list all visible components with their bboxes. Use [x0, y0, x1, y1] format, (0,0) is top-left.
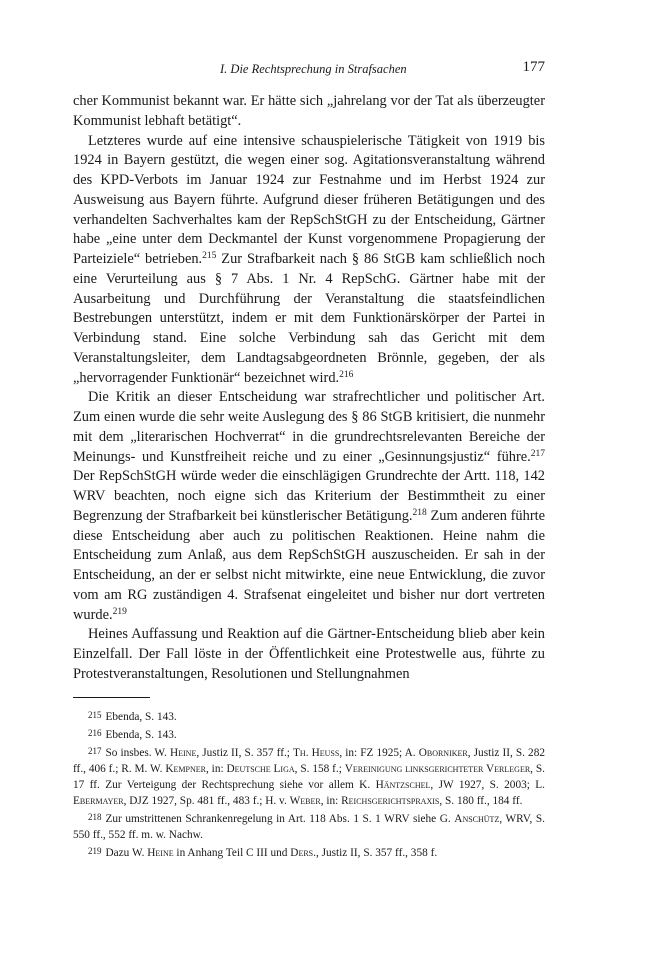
- footnote-text: , WRV, S. 550 ff., 552 ff. m. w. Nachw.: [73, 813, 545, 841]
- source-name: Vereinigung linksgerichteter Verleger: [344, 763, 531, 775]
- paragraph-3: [73, 388, 545, 625]
- footnote-ref-216[interactable]: 216: [339, 369, 354, 380]
- paragraph-3-text-c: Zum anderen führte diese Entscheidung aber auch zu politischen Reaktionen. Heine nahm die Entscheidung zum Anlaß, aus dem RepSchStGH auszuscheiden. Er sah in der Entscheidung, an der er selbst nicht mitwirkte, eine neue Entwicklung, die zuvor vom am RG zuständigen 4. Strafsenat eingeleitet und bisher nur dort vertreten wurde.: [73, 507, 545, 623]
- footnotes: [73, 707, 545, 861]
- footnote-separator: [73, 697, 150, 698]
- footnote-text: , S. 180 ff., 184 ff.: [439, 795, 523, 807]
- author-name: Weber: [289, 795, 321, 807]
- author-name: Heine: [147, 847, 174, 859]
- footnote-number: 216: [88, 728, 102, 738]
- author-name: Th. Heuss: [293, 747, 340, 759]
- footnote-text: So insbes. W.: [105, 747, 170, 759]
- footnote-text: Dazu W.: [105, 847, 148, 859]
- page-number: 177: [522, 59, 545, 75]
- author-name: Oborniker: [418, 747, 468, 759]
- footnote-text: , S. 17 ff. Zur Verteigung der Rechtsprechung siehe vor allem K.: [73, 763, 545, 791]
- paragraph-2-text-a: Letzteres wurde auf eine intensive schauspielerische Tätigkeit von 1919 bis 1924 in Bayern gestützt, die wegen einer sog. Agitationsveranstaltung während des KPD-Verbots im Januar 1924 zur Festnahme und im Herbst 1924 zur Ausweisung aus Bayern führte. Aufgrund dieser früheren Betätigungen und des verhandelten Sachverhaltes kam der RepSchStGH zu der Entscheidung, Gärtner habe „eine unter dem Deckmantel der Kunst vorgenommene Propagierung der Parteiziele“ betrieben.: [73, 132, 545, 267]
- footnote-text: , S. 158 f.;: [294, 763, 345, 775]
- running-title: I. Die Rechtsprechung in Strafsachen: [220, 62, 407, 76]
- footnote-text: , in:: [320, 795, 342, 807]
- paragraph-3-text-b: Der RepSchStGH würde weder die einschlägigen Grundrechte der Artt. 118, 142 WRV beachten, noch eigne sich das Kriterium der Bestimmtheit zu einer Begrenzung der Strafbarkeit bei künstlerischer Betätigung.: [73, 468, 545, 524]
- paragraph-1: [73, 92, 545, 132]
- footnote-number: 219: [88, 846, 102, 856]
- footnote-number: 215: [88, 710, 102, 720]
- footnote-text: , in:: [205, 763, 227, 775]
- main-text: [73, 92, 545, 685]
- author-name: Heine: [169, 747, 197, 759]
- footnote-text: in Anhang Teil C III und: [173, 847, 291, 859]
- footnote-219: [73, 843, 545, 861]
- footnote-text: , DJZ 1927, Sp. 481 ff., 483 f.; H. v.: [123, 795, 290, 807]
- footnote-text: Ebenda, S. 143.: [105, 711, 177, 723]
- footnote-text: , JW 1927, S. 2003; L.: [430, 779, 545, 791]
- paragraph-2: [73, 132, 545, 389]
- paragraph-1-text: cher Kommunist bekannt war. Er hätte sich „jahrelang vor der Tat als überzeugter Kommunist lebhaft betätigt“.: [73, 93, 545, 129]
- paragraph-3-text-a: Die Kritik an dieser Entscheidung war strafrechtlicher und politischer Art. Zum einen wurde die sehr weite Auslegung des § 86 StGB kritisiert, die nunmehr mit dem „literarischen Hochverrat“ in die grundrechtsrelevanten Bereiche der Meinungs- und Kunstfreiheit reiche und zu einer „Gesinnungsjustiz“ führe.: [73, 389, 545, 465]
- footnote-ref-215[interactable]: 215: [202, 251, 217, 261]
- paragraph-2-text-b: Zur Strafbarkeit nach § 86 StGB kam schließlich noch eine Verurteilung aus § 7 Abs. 1 Nr. 4 RepSchG. Gärtner habe mit der Ausarbeitung und Durchführung der Veranstaltung die staatsfeindlichen Bestrebungen unterstützt, indem er mit dem Funktionärskörper der Partei in Verbindung stand. Eine solche Verbindung sah das Gericht mit dem Veranstaltungsleiter, dem Landtagsabgeordneten Brönnle, gegeben, der als „hervorragender Funktionär“ bezeichnet wird.: [73, 251, 546, 386]
- paragraph-4: [73, 625, 545, 684]
- source-name: Deutsche Liga: [226, 763, 295, 775]
- footnote-text: , Justiz II, S. 357 ff., 358 f.: [315, 847, 438, 859]
- running-header: [73, 59, 545, 82]
- footnote-ref-217[interactable]: 217: [530, 448, 545, 459]
- footnote-218: [73, 809, 545, 843]
- footnote-ref-218[interactable]: 218: [412, 507, 427, 518]
- footnote-text: , Justiz II, S. 357 ff.;: [196, 747, 294, 759]
- footnote-text: Ebenda, S. 143.: [105, 729, 177, 741]
- source-name: Reichsgerichtspraxis: [341, 795, 440, 807]
- author-name: Häntzschel: [375, 779, 431, 791]
- author-name: Kempner: [165, 763, 206, 775]
- footnote-text: Zur umstrittenen Schrankenregelung in Art. 118 Abs. 1 S. 1 WRV siehe G.: [105, 813, 455, 825]
- footnote-ref-219[interactable]: 219: [112, 606, 127, 617]
- author-name: Ders.: [290, 847, 316, 859]
- footnote-text: , in: FZ 1925; A.: [339, 747, 419, 759]
- footnote-number: 217: [88, 746, 102, 756]
- paragraph-4-text: Heines Auffassung und Reaktion auf die Gärtner-Entscheidung blieb aber kein Einzelfall. Der Fall löste in der Öffentlichkeit eine Protestwelle aus, führte zu Protestveranstaltungen, Resolutionen und Stellungnahmen: [73, 626, 545, 682]
- footnote-number: 218: [88, 812, 102, 822]
- footnote-215: [73, 707, 545, 725]
- footnote-text: , Justiz II, S. 282 ff., 406 f.; R. M. W.: [73, 747, 546, 775]
- footnote-216: [73, 725, 545, 743]
- author-name: Anschütz: [454, 813, 500, 825]
- author-name: Ebermayer: [73, 795, 124, 807]
- footnote-217: [73, 743, 545, 809]
